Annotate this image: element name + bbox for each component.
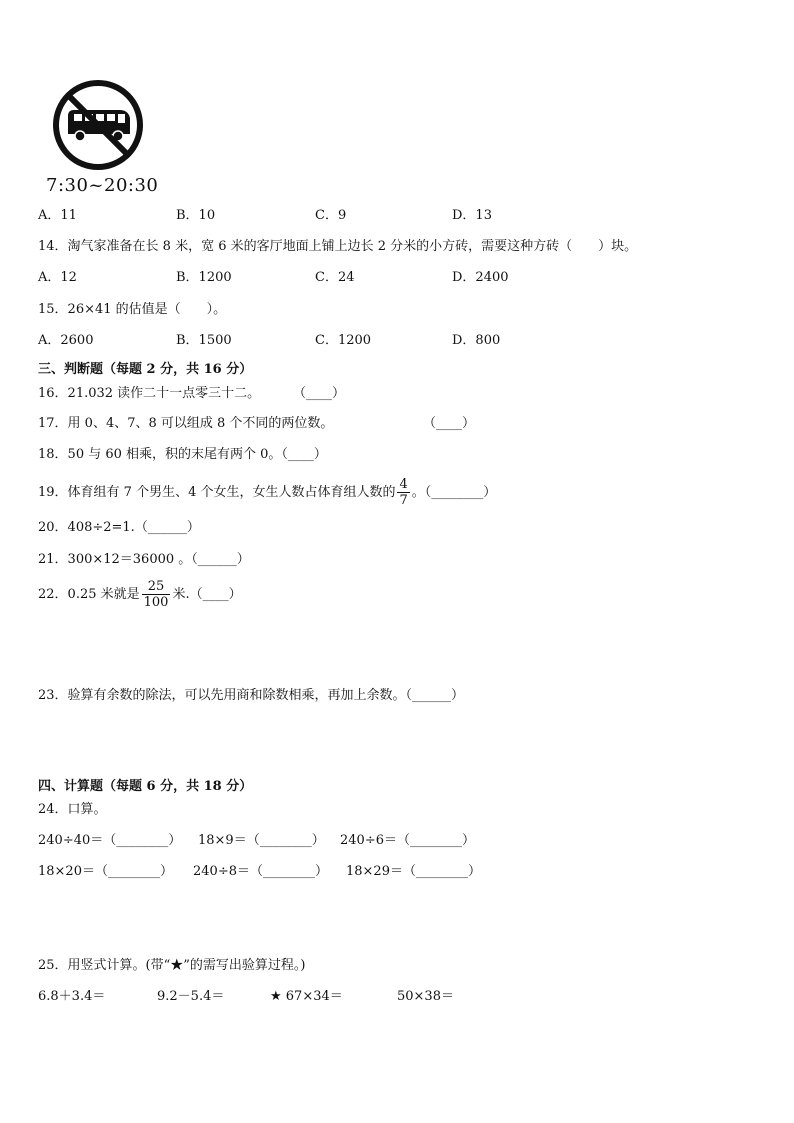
q25-text: 25．用竖式计算。(带“★”的需写出验算过程。) — [38, 958, 306, 973]
q24-item: 240÷6＝（________） — [340, 833, 475, 848]
q22-text: 22．0.25 米就是 — [38, 587, 140, 602]
q17-answer-blank: （____） — [423, 416, 476, 431]
q24-item: 240÷40＝（________） — [38, 833, 182, 848]
section4-title: 四、计算题（每题 6 分，共 18 分） — [38, 779, 253, 794]
q24-item: 18×29＝（________） — [346, 864, 481, 879]
q25-item-starred: ★ 67×34＝ — [270, 989, 343, 1004]
q14-option-c: C．24 — [315, 270, 355, 285]
q22-line — [38, 578, 242, 612]
q19-text: 19．体育组有 7 个男生、4 个女生，女生人数占体育组人数的 — [38, 485, 396, 500]
q13-option-c: C．9 — [315, 208, 347, 223]
q13-option-d: D．13 — [452, 208, 492, 223]
q17-text: 17．用 0、4、7、8 可以组成 8 个不同的两位数。 — [38, 416, 334, 431]
q22-fraction-denominator: 100 — [143, 595, 169, 610]
q25-item: 9.2－5.4＝ — [157, 989, 225, 1004]
q22-fraction — [142, 579, 171, 610]
q19-fraction-denominator: 7 — [399, 493, 408, 508]
q19-fraction — [397, 477, 409, 508]
q14-option-d: D．2400 — [452, 270, 509, 285]
q19-line — [38, 476, 496, 510]
q22-answer-blank: 米.（____） — [172, 587, 242, 602]
q24-item: 240÷8＝（________） — [193, 864, 328, 879]
q15-text: 15．26×41 的估值是（ ）。 — [38, 302, 227, 317]
q19-answer-blank: 。（________） — [411, 485, 497, 500]
q13-option-a: A．11 — [38, 208, 77, 223]
q25-item: 6.8＋3.4＝ — [38, 989, 106, 1004]
q23-text: 23．验算有余数的除法，可以先用商和除数相乘，再加上余数。（______） — [38, 688, 465, 703]
q16-answer-blank: （____） — [293, 386, 346, 401]
q22-fraction-numerator: 25 — [147, 579, 165, 594]
q16-text: 16．21.032 读作二十一点零三十二。 — [38, 386, 261, 401]
sign-time-text: 7:30~20:30 — [46, 175, 159, 196]
q15-option-c: C．1200 — [315, 333, 372, 348]
q25-item: 50×38＝ — [397, 989, 454, 1004]
q21-text: 21．300×12＝36000 。（______） — [38, 552, 250, 567]
q15-option-a: A．2600 — [38, 333, 94, 348]
no-bus-sign-icon — [50, 78, 146, 172]
q24-text: 24．口算。 — [38, 802, 107, 817]
q18-text: 18．50 与 60 相乘，积的末尾有两个 0。（____） — [38, 447, 327, 462]
q14-option-a: A．12 — [38, 270, 77, 285]
q15-option-d: D．800 — [452, 333, 501, 348]
section3-title: 三、判断题（每题 2 分，共 16 分） — [38, 362, 253, 377]
q24-item: 18×9＝（________） — [198, 833, 325, 848]
q15-option-b: B．1500 — [176, 333, 232, 348]
q20-text: 20．408÷2=1.（______） — [38, 520, 200, 535]
q14-text: 14．淘气家准备在长 8 米，宽 6 米的客厅地面上铺上边长 2 分米的小方砖，需要这种方砖（ ）块。 — [38, 239, 638, 254]
q13-option-b: B．10 — [176, 208, 216, 223]
q19-fraction-numerator: 4 — [399, 477, 408, 492]
no-bus-sign — [50, 78, 146, 172]
q14-option-b: B．1200 — [176, 270, 232, 285]
q24-item: 18×20＝（________） — [38, 864, 173, 879]
